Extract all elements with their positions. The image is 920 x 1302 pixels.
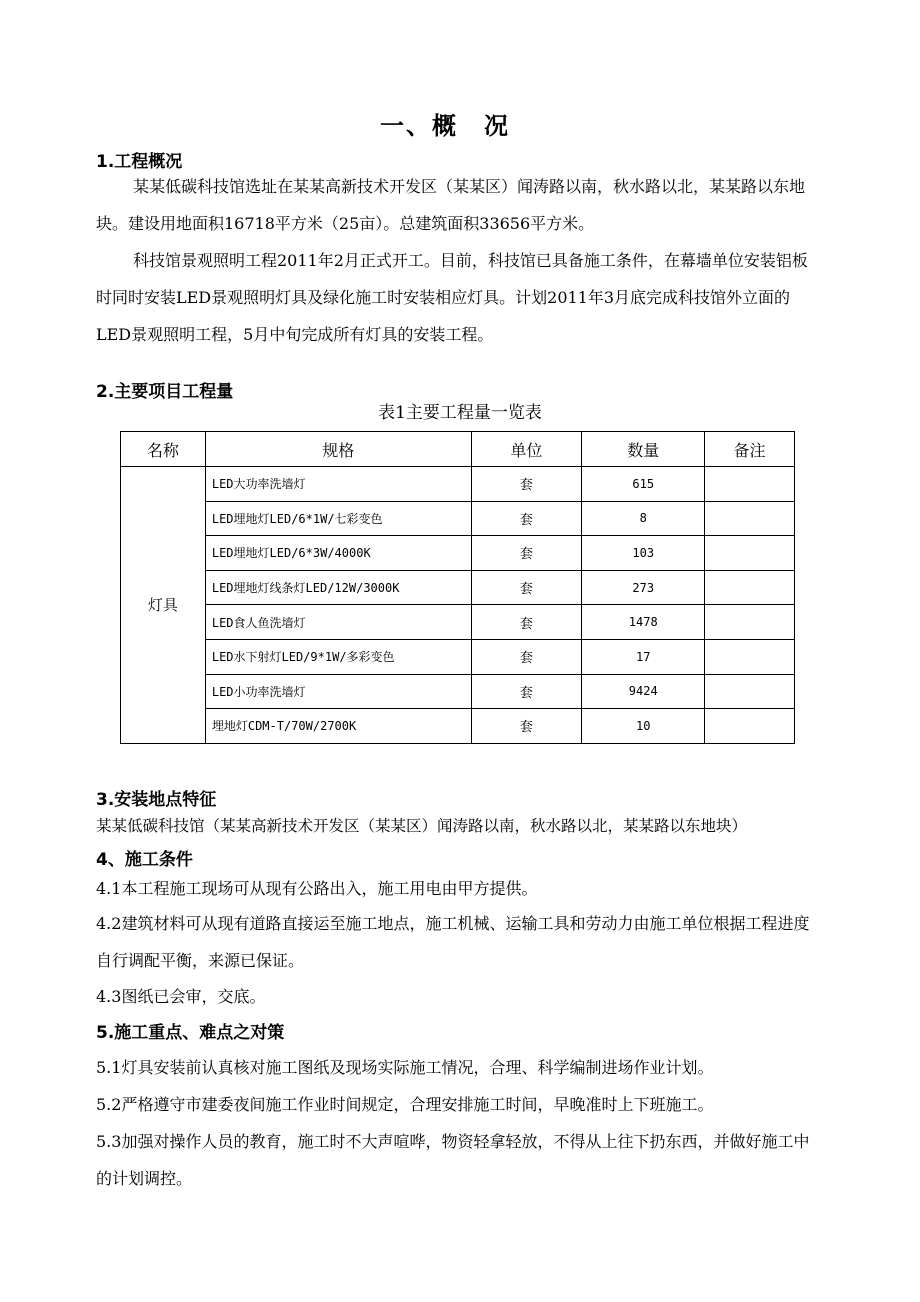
- section-1-paragraph-2: 科技馆景观照明工程2011年2月正式开工。目前，科技馆已具备施工条件，在幕墙单位安装铝板时同时安装LED景观照明灯具及绿化施工时安装相应灯具。计划2011年3月底完成科技馆外立面的LED景观照明工程，5月中旬完成所有灯具的安装工程。: [96, 251, 808, 344]
- header-spec: 规格: [205, 432, 471, 467]
- spec-cell: LED埋地灯线条灯LED/12W/3000K: [205, 570, 471, 605]
- quantity-cell: 615: [582, 467, 705, 502]
- page-title: 一、概 况: [380, 111, 510, 140]
- spec-cell: 埋地灯CDM-T/70W/2700K: [205, 709, 471, 744]
- header-note: 备注: [705, 432, 795, 467]
- table-row: [121, 570, 795, 605]
- header-unit: 单位: [471, 432, 582, 467]
- table-header-row: [121, 432, 795, 467]
- quantity-cell: 17: [582, 639, 705, 674]
- table-row: [121, 605, 795, 640]
- spec-cell: LED埋地灯LED/6*1W/七彩变色: [205, 501, 471, 536]
- quantity-cell: 1478: [582, 605, 705, 640]
- section-4-item-1: 4.1本工程施工现场可从现有公路出入，施工用电由甲方提供。: [96, 879, 538, 898]
- note-cell: [705, 501, 795, 536]
- section-5-item-1: 5.1灯具安装前认真核对施工图纸及现场实际施工情况，合理、科学编制进场作业计划。: [96, 1058, 714, 1077]
- section-3-heading: 3.安装地点特征: [96, 790, 217, 810]
- table-row: [121, 674, 795, 709]
- note-cell: [705, 709, 795, 744]
- table-row: [121, 501, 795, 536]
- unit-cell: 套: [471, 674, 582, 709]
- spec-cell: LED大功率洗墙灯: [205, 467, 471, 502]
- quantity-cell: 10: [582, 709, 705, 744]
- spec-cell: LED水下射灯LED/9*1W/多彩变色: [205, 639, 471, 674]
- table-row: [121, 536, 795, 571]
- spec-cell: LED埋地灯LED/6*3W/4000K: [205, 536, 471, 571]
- spec-cell: LED食人鱼洗墙灯: [205, 605, 471, 640]
- header-quantity: 数量: [582, 432, 705, 467]
- note-cell: [705, 639, 795, 674]
- section-5-heading: 5.施工重点、难点之对策: [96, 1023, 285, 1043]
- group-cell: 灯具: [121, 467, 206, 744]
- note-cell: [705, 570, 795, 605]
- section-2-heading: 2.主要项目工程量: [96, 382, 234, 402]
- unit-cell: 套: [471, 639, 582, 674]
- quantity-cell: 103: [582, 536, 705, 571]
- unit-cell: 套: [471, 570, 582, 605]
- unit-cell: 套: [471, 501, 582, 536]
- note-cell: [705, 674, 795, 709]
- note-cell: [705, 605, 795, 640]
- note-cell: [705, 536, 795, 571]
- section-4-heading: 4、施工条件: [96, 850, 193, 870]
- spec-cell: LED小功率洗墙灯: [205, 674, 471, 709]
- unit-cell: 套: [471, 605, 582, 640]
- section-4-item-2: 4.2建筑材料可从现有道路直接运至施工地点，施工机械、运输工具和劳动力由施工单位根据工程进度自行调配平衡，来源已保证。: [96, 914, 810, 970]
- section-4-item-3: 4.3图纸已会审，交底。: [96, 987, 266, 1006]
- unit-cell: 套: [471, 536, 582, 571]
- unit-cell: 套: [471, 709, 582, 744]
- section-1-paragraph-1: 某某低碳科技馆选址在某某高新技术开发区（某某区）闻涛路以南，秋水路以北，某某路以东地块。建设用地面积16718平方米（25亩）。总建筑面积33656平方米。: [96, 177, 806, 233]
- table-row: [121, 467, 795, 502]
- unit-cell: 套: [471, 467, 582, 502]
- quantity-cell: 273: [582, 570, 705, 605]
- header-name: 名称: [121, 432, 206, 467]
- table-row: [121, 639, 795, 674]
- section-5-item-3: 5.3加强对操作人员的教育，施工时不大声喧哗，物资轻拿轻放，不得从上往下扔东西，并做好施工中的计划调控。: [96, 1132, 810, 1188]
- quantities-table: [120, 431, 795, 744]
- quantity-cell: 9424: [582, 674, 705, 709]
- section-5-item-2: 5.2严格遵守市建委夜间施工作业时间规定，合理安排施工时间，早晚准时上下班施工。: [96, 1095, 714, 1114]
- table-row: [121, 709, 795, 744]
- section-1-heading: 1.工程概况: [96, 152, 183, 172]
- quantity-cell: 8: [582, 501, 705, 536]
- note-cell: [705, 467, 795, 502]
- table-caption: 表1主要工程量一览表: [378, 403, 542, 423]
- section-3-text: 某某低碳科技馆（某某高新技术开发区（某某区）闻涛路以南，秋水路以北，某某路以东地块）: [96, 817, 748, 835]
